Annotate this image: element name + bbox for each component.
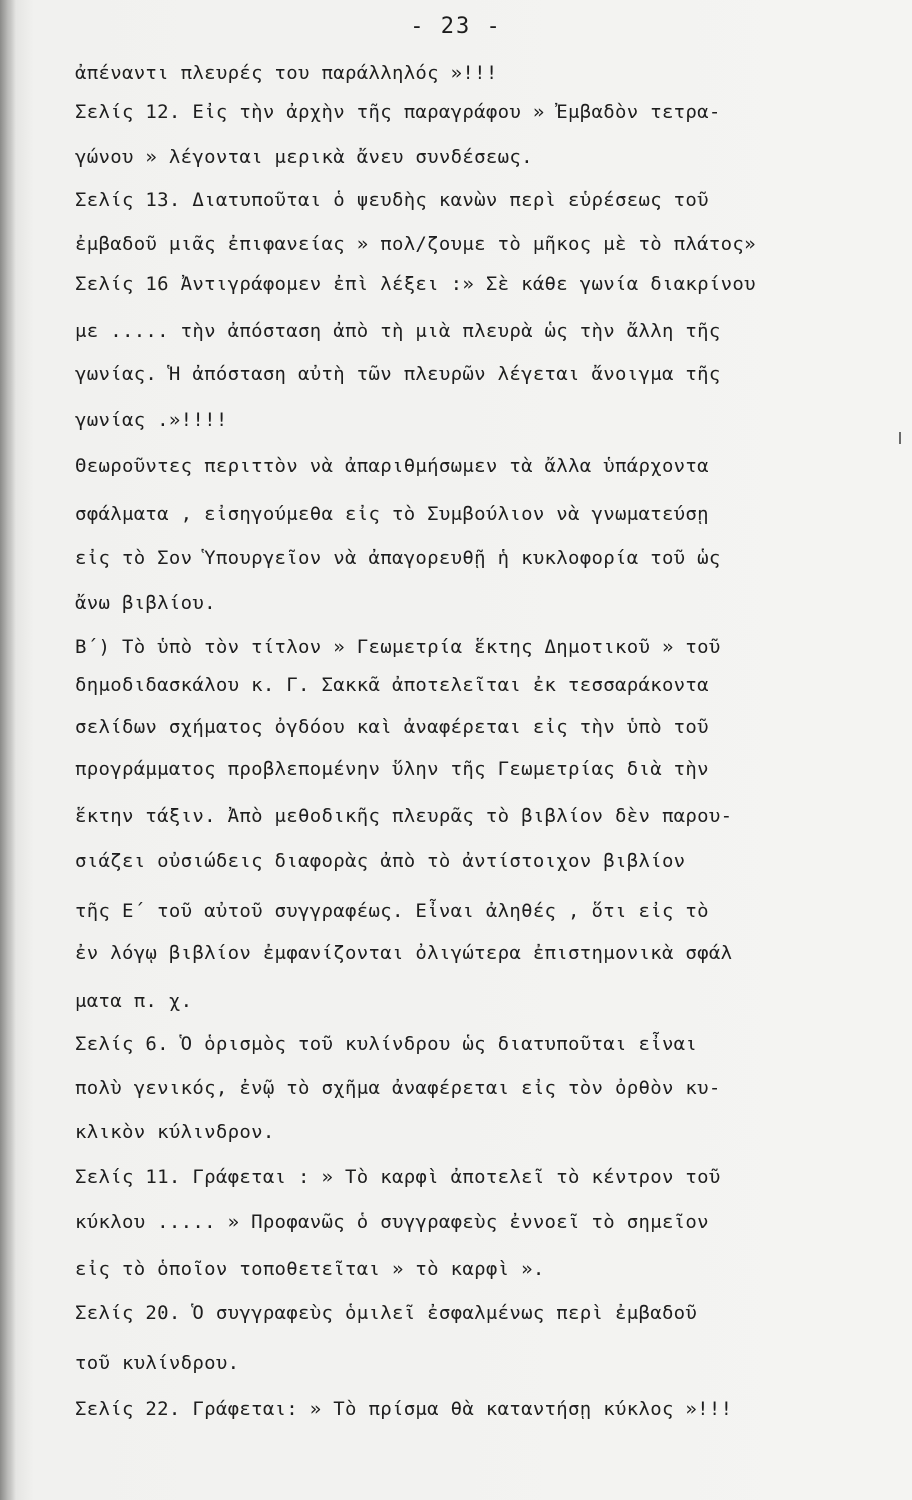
margin-mark [899,432,901,444]
text-line: ματα π. χ. [75,990,193,1012]
text-line: ἕκτην τάξιν. Ἀπὸ μεθοδικῆς πλευρᾶς τὸ βιβλίον δὲν παρου- [75,805,733,827]
text-line: πολὺ γενικός, ἐνῷ τὸ σχῆμα ἀναφέρεται εἰς τὸν ὀρθὸν κυ- [75,1077,721,1099]
text-line: κλικὸν κύλινδρον. [75,1121,275,1143]
text-line: Σελίς 16 Ἀντιγράφομεν ἐπὶ λέξει :» Σὲ κάθε γωνία διακρίνου [75,273,756,295]
text-line: ἀπέναντι πλευρές του παράλληλός »!!! [75,62,498,84]
text-line: σφάλματα , εἰσηγούμεθα εἰς τὸ Συμβούλιον νὰ γνωματεύσῃ [75,503,709,525]
text-line: ἐν λόγῳ βιβλίον ἐμφανίζονται ὀλιγώτερα ἐπιστημονικὰ σφάλ [75,942,733,964]
text-line: γωνίας. Ἡ ἀπόσταση αὐτὴ τῶν πλευρῶν λέγεται ἄνοιγμα τῆς [75,363,721,385]
text-line: γώνου » λέγονται μερικὰ ἄνευ συνδέσεως. [75,146,533,168]
text-line: Β΄) Τὸ ὑπὸ τὸν τίτλον » Γεωμετρία ἕκτης Δημοτικοῦ » τοῦ [75,636,721,658]
text-line: δημοδιδασκάλου κ. Γ. Σακκᾶ ἀποτελεῖται ἐκ τεσσαράκοντα [75,674,709,696]
text-line: Σελίς 12. Εἰς τὴν ἀρχὴν τῆς παραγράφου » Ἐμβαδὸν τετρα- [75,101,721,123]
text-line: ἄνω βιβλίου. [75,592,216,614]
text-line: εἰς τὸ ὁποῖον τοποθετεῖται » τὸ καρφὶ ». [75,1258,545,1280]
text-line: τῆς Ε΄ τοῦ αὐτοῦ συγγραφέως. Εἶναι ἀληθές , ὅτι εἰς τὸ [75,900,709,922]
text-line: τοῦ κυλίνδρου. [75,1352,240,1374]
text-line: Σελίς 20. Ὁ συγγραφεὺς ὁμιλεῖ ἐσφαλμένως περὶ ἐμβαδοῦ [75,1302,698,1324]
text-line: εἰς τὸ Σον Ὑπουργεῖον νὰ ἀπαγορευθῇ ἡ κυκλοφορία τοῦ ὡς [75,547,721,569]
page-number: - 23 - [410,14,502,39]
text-line: σιάζει οὐσιώδεις διαφορὰς ἀπὸ τὸ ἀντίστοιχον βιβλίον [75,850,686,872]
text-line: ἐμβαδοῦ μιᾶς ἐπιφανείας » πολ/ζουμε τὸ μῆκος μὲ τὸ πλάτος» [75,233,756,255]
text-line: κύκλου ..... » Προφανῶς ὁ συγγραφεὺς ἐννοεῖ τὸ σημεῖον [75,1211,709,1233]
text-line: με ..... τὴν ἀπόσταση ἀπὸ τὴ μιὰ πλευρὰ ὡς τὴν ἄλλη τῆς [75,320,721,342]
text-line: Σελίς 13. Διατυποῦται ὁ ψευδὴς κανὼν περὶ εὑρέσεως τοῦ [75,189,709,211]
text-line: Σελίς 6. Ὁ ὁρισμὸς τοῦ κυλίνδρου ὡς διατυποῦται εἶναι [75,1033,698,1055]
binding-shadow [0,0,16,1500]
text-line: Θεωροῦντες περιττὸν νὰ ἀπαριθμήσωμεν τὰ ἄλλα ὑπάρχοντα [75,455,709,477]
text-line: προγράμματος προβλεπομένην ὕλην τῆς Γεωμετρίας διὰ τὴν [75,758,709,780]
text-line: Σελίς 22. Γράφεται: » Τὸ πρίσμα θὰ καταντήσῃ κύκλος »!!! [75,1398,733,1420]
text-line: σελίδων σχήματος ὀγδόου καὶ ἀναφέρεται εἰς τὴν ὑπὸ τοῦ [75,716,709,738]
text-line: γωνίας .»!!!! [75,409,228,431]
text-line: Σελίς 11. Γράφεται : » Τὸ καρφὶ ἀποτελεῖ τὸ κέντρον τοῦ [75,1166,721,1188]
